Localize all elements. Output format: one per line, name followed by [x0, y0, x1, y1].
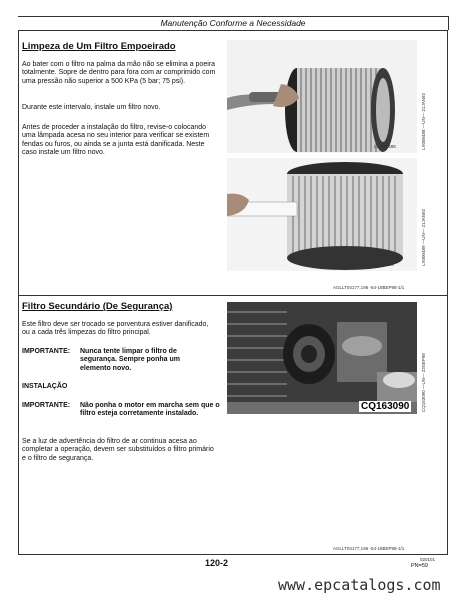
photo1-code: LX 000488 [374, 144, 396, 149]
photo3-vertical-ref: CQ163090 —UN— 23SEP98 [421, 353, 426, 412]
important-2-text: Não ponha o motor em marcha sem que o filtro esteja corretamente instalado. [80, 402, 220, 418]
footer-pn: PN=59 [411, 563, 428, 569]
photo3-code: CQ163090 [361, 401, 410, 412]
section1-title: Limpeza de Um Filtro Empoeirado [22, 41, 176, 52]
important-2-label: IMPORTANTE: [22, 402, 71, 409]
important-1-text: Nunca tente limpar o filtro de segurança. Sempre ponha um elemento novo. [80, 348, 180, 372]
photo2-code: LX 000489 [372, 262, 394, 267]
section1-paragraph-1: Ao bater com o filtro na palma da mão não se elimina a poeira totalmente. Sopre de dentro para fora com ar comprimido com uma pressão não superior a 500 KPa (5 bar; 75 psi). [22, 61, 216, 85]
filter-lamp-inspection-illustration [227, 158, 417, 271]
section-divider [18, 295, 448, 296]
safety-filter-engine-illustration [227, 302, 417, 414]
page-header-title: Manutenção Conforme a Necessidade [18, 16, 449, 30]
section2-ref: AGLLT04177,196 -54-18BEP98-1/1 [333, 546, 405, 551]
installation-label: INSTALAÇÃO [22, 383, 68, 390]
footer-date: 020101 [420, 557, 436, 562]
important-1-label: IMPORTANTE: [22, 348, 71, 355]
photo2-vertical-ref: LX000489 —UN— 21JAN92 [421, 208, 426, 266]
photo1-vertical-ref: LX000488 —UN— 21JAN92 [421, 92, 426, 150]
section1-paragraph-2: Durante este intervalo, instale um filtro novo. [22, 104, 161, 111]
safety-filter-engine-photo [227, 302, 417, 414]
section1-paragraph-3: Antes de proceder a instalação do filtro, revise-o colocando uma lâmpada acesa no seu interior para verificar se existem fendas ou furos, ou ainda se a junta está danificada. Neste caso instale um filtro novo. [22, 124, 210, 157]
page-number: 120-2 [205, 558, 229, 568]
section2-paragraph-1: Este filtro deve ser trocado se porventura estiver danificado, ou a cada três limpezas do filtro principal. [22, 321, 209, 337]
air-filter-cleaning-illustration [227, 40, 417, 153]
section1-ref: AGLLT04177,196 -54-18BEP98-1/1 [333, 285, 405, 290]
watermark-url[interactable]: www.epcatalogs.com [278, 576, 441, 594]
section2-title: Filtro Secundário (De Segurança) [22, 301, 173, 312]
air-filter-cleaning-photo [227, 40, 417, 153]
section2-paragraph-2: Se a luz de advertência do filtro de ar continua acesa ao completar a operação, devem ser substituídos o filtro primário e o filtro de segurança. [22, 438, 214, 462]
filter-lamp-inspection-photo [227, 158, 417, 271]
